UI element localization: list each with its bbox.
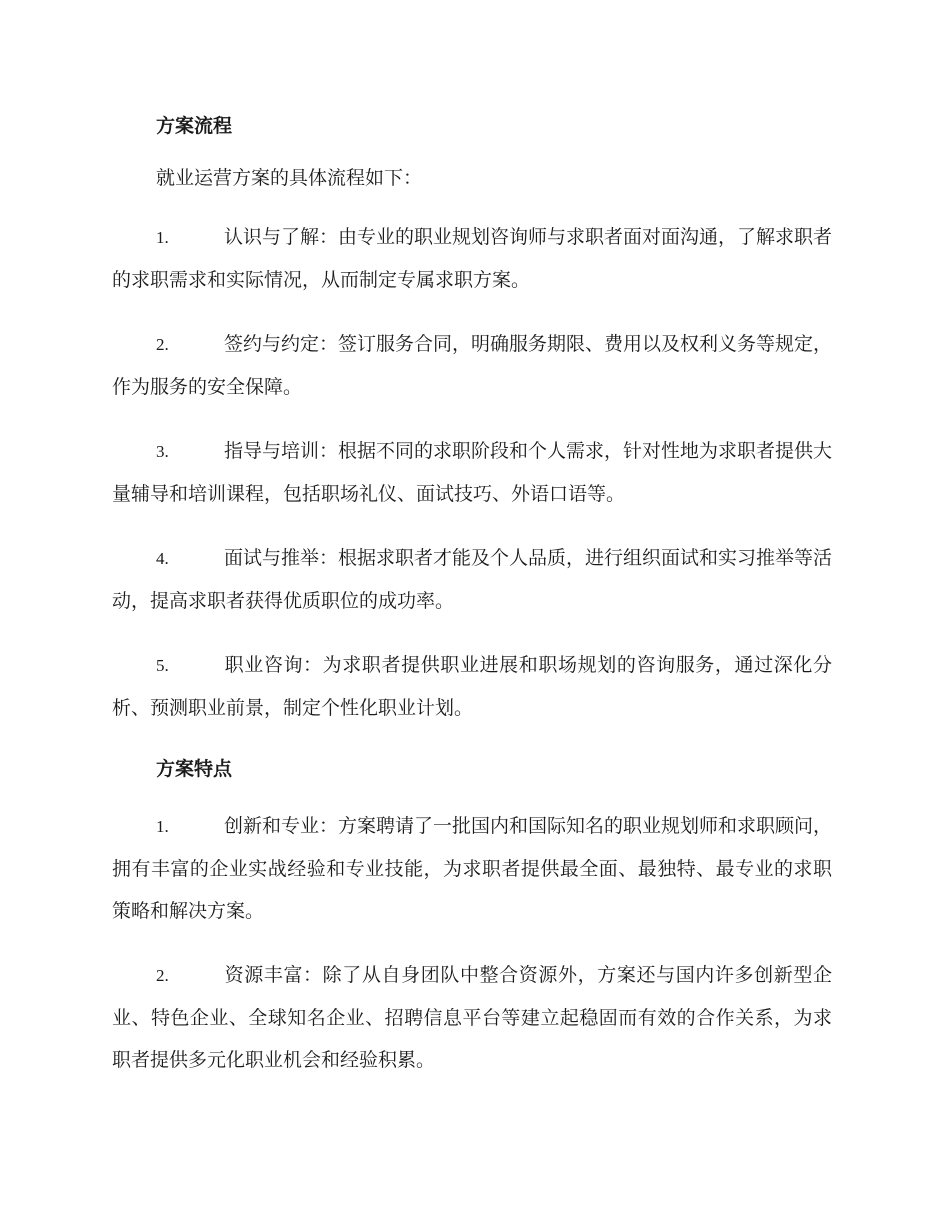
list-item-number: 2. (156, 966, 169, 985)
section-heading: 方案特点 (156, 758, 233, 780)
section-heading: 方案流程 (156, 115, 233, 137)
list-item-text: 认识与了解：由专业的职业规划咨询师与求职者面对面沟通，了解求职者的求职需求和实际情况，从而制定专属求职方案。 (112, 226, 833, 291)
list-item-number: 1. (156, 228, 169, 247)
list-item (112, 805, 832, 932)
list-item-text: 资源丰富：除了从自身团队中整合资源外，方案还与国内许多创新型企业、特色企业、全球知名企业、招聘信息平台等建立起稳固而有效的合作关系，为求职者提供多元化职业机会和经验积累。 (112, 964, 832, 1071)
list-item-text: 职业咨询：为求职者提供职业进展和职场规划的咨询服务，通过深化分析、预测职业前景，制定个性化职业计划。 (112, 654, 832, 719)
list-item-text: 签约与约定：签订服务合同，明确服务期限、费用以及权利义务等规定，作为服务的安全保障。 (112, 333, 833, 398)
list-item (112, 954, 832, 1081)
list-item-text: 指导与培训：根据不同的求职阶段和个人需求，针对性地为求职者提供大量辅导和培训课程，包括职场礼仪、面试技巧、外语口语等。 (112, 440, 833, 505)
section-intro: 就业运营方案的具体流程如下： (156, 167, 423, 189)
list-item-number: 1. (156, 817, 169, 836)
document-body (112, 110, 832, 1081)
section-features (112, 753, 832, 1081)
list-item-text: 面试与推举：根据求职者才能及个人品质，进行组织面试和实习推举等活动，提高求职者获得优质职位的成功率。 (112, 547, 833, 612)
list-item (112, 430, 832, 515)
list-item (112, 216, 832, 301)
list-item-number: 3. (156, 442, 169, 461)
list-item-text: 创新和专业：方案聘请了一批国内和国际知名的职业规划师和求职顾问，拥有丰富的企业实战经验和专业技能，为求职者提供最全面、最独特、最专业的求职策略和解决方案。 (112, 815, 833, 922)
list-item-number: 4. (156, 549, 169, 568)
section-process (112, 110, 832, 729)
list-item (112, 644, 832, 729)
list-item-number: 5. (156, 656, 169, 675)
list-item-number: 2. (156, 335, 169, 354)
list-item (112, 537, 832, 622)
list-item (112, 323, 832, 408)
